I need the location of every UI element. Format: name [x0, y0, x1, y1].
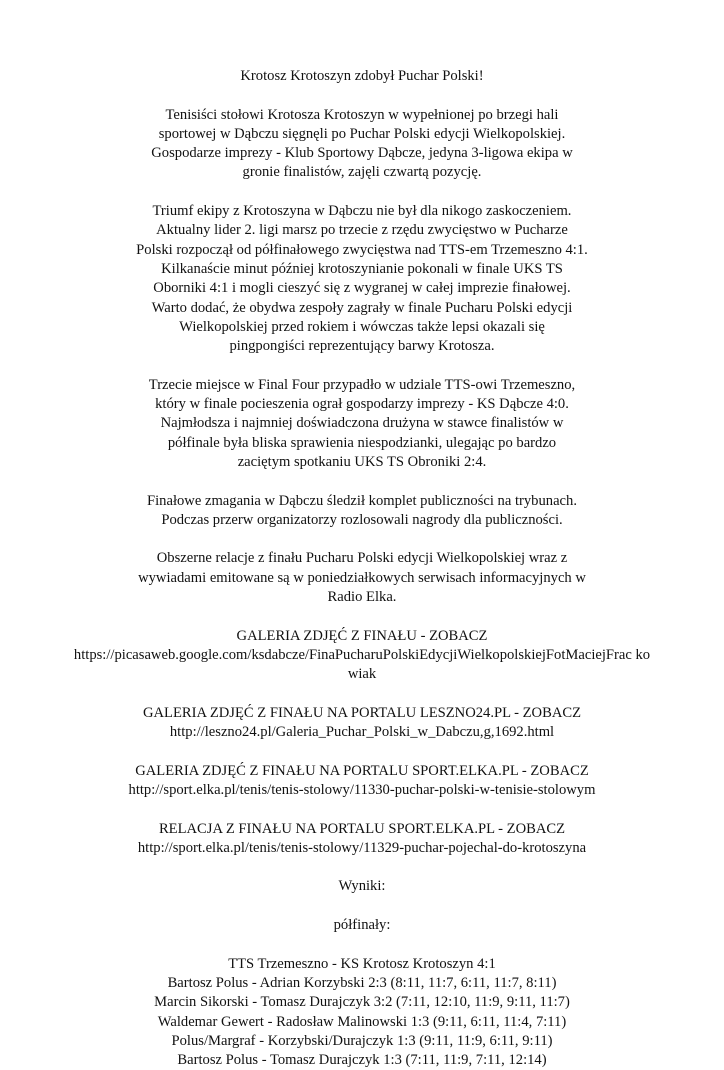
paragraph-line: pingpongiści reprezentujący barwy Krotosza. — [229, 338, 495, 355]
paragraph-intro — [70, 106, 654, 183]
paragraph-line: który w finale pocieszenia ograł gospodarzy imprezy - KS Dąbcze 4:0. — [155, 396, 569, 413]
paragraph-line: Wielkopolskiej przed rokiem i wówczas także lepsi okazali się — [179, 318, 545, 335]
paragraph-line: Podczas przerw organizatorzy rozlosowali nagrody dla publiczności. — [161, 511, 563, 528]
paragraph-line: Aktualny lider 2. ligi marsz po trzecie z rzędu zwycięstwo w Pucharze — [156, 222, 568, 239]
gallery-heading: GALERIA ZDJĘĆ Z FINAŁU NA PORTALU LESZNO24.PL - ZOBACZ — [142, 704, 582, 721]
report-link-block — [70, 820, 654, 859]
paragraph-line: Gospodarze imprezy - Klub Sportowy Dąbcze, jedyna 3-ligowa ekipa w — [151, 145, 573, 162]
paragraph-line: Polski rozpoczął od półfinałowego zwycięstwa nad TTS-em Trzemeszno 4:1. — [136, 241, 588, 258]
paragraph-line: Triumf ekipy z Krotoszyna w Dąbczu nie był dla nikogo zaskoczeniem. — [152, 203, 572, 220]
paragraph-line: wywiadami emitowane są w poniedziałkowych serwisach informacyjnych w — [138, 569, 586, 586]
gallery-link-block — [70, 762, 654, 801]
paragraph-triumph — [70, 202, 654, 356]
paragraph-line: zaciętym spotkaniu UKS TS Obroniki 2:4. — [237, 453, 487, 470]
gallery-link-block — [70, 627, 654, 685]
result-line: Waldemar Gewert - Radosław Malinowski 1:3 (9:11, 6:11, 11:4, 7:11) — [157, 1013, 567, 1030]
paragraph-line: Finałowe zmagania w Dąbczu śledził komplet publiczności na trybunach. — [147, 492, 577, 509]
paragraph-line: Obszerne relacje z finału Pucharu Polski edycji Wielkopolskiej wraz z — [156, 550, 568, 567]
result-line: Polus/Margraf - Korzybski/Durajczyk 1:3 (9:11, 11:9, 6:11, 9:11) — [171, 1032, 553, 1049]
paragraph-line: sportowej w Dąbczu sięgnęli po Puchar Polski edycji Wielkopolskiej. — [158, 125, 566, 142]
paragraph-line: Radio Elka. — [327, 589, 397, 606]
gallery-heading: GALERIA ZDJĘĆ Z FINAŁU NA PORTALU SPORT.ELKA.PL - ZOBACZ — [135, 762, 589, 779]
article-title: Krotosz Krotoszyn zdobył Puchar Polski! — [240, 68, 484, 84]
report-url[interactable]: http://sport.elka.pl/tenis/tenis-stolowy/11329-puchar-pojechal-do-krotoszyna — [137, 839, 587, 856]
paragraph-audience — [70, 492, 654, 531]
paragraph-line: Najmłodsza i najmniej doświadczona drużyna w stawce finalistów w — [160, 415, 564, 432]
paragraph-line: gronie finalistów, zajęli czwartą pozycję. — [242, 164, 482, 181]
result-line: Marcin Sikorski - Tomasz Durajczyk 3:2 (7:11, 12:10, 11:9, 9:11, 11:7) — [154, 994, 570, 1011]
gallery-url[interactable]: wiak — [347, 666, 377, 683]
results-list — [70, 955, 654, 1070]
semifinals-heading: półfinały: — [333, 917, 391, 934]
results-heading: Wyniki: — [338, 878, 386, 895]
result-line: Bartosz Polus - Tomasz Durajczyk 1:3 (7:11, 11:9, 7:11, 12:14) — [177, 1052, 547, 1069]
paragraph-third-place — [70, 376, 654, 472]
paragraph-line: Warto dodać, że obydwa zespoły zagrały w finale Pucharu Polski edycji — [151, 299, 573, 316]
paragraph-line: Tenisiści stołowi Krotosza Krotoszyn w wypełnionej po brzegi hali — [165, 106, 559, 123]
document-page — [70, 67, 654, 1070]
paragraph-line: Kilkanaście minut później krotoszynianie pokonali w finale UKS TS — [161, 260, 563, 277]
result-line: Bartosz Polus - Adrian Korzybski 2:3 (8:11, 11:7, 6:11, 11:7, 8:11) — [167, 974, 557, 991]
report-heading: RELACJA Z FINAŁU NA PORTALU SPORT.ELKA.PL - ZOBACZ — [158, 820, 566, 837]
gallery-url[interactable]: https://picasaweb.google.com/ksdabcze/FinaPucharuPolskiEdycjiWielkopolskiejFotMaciejFrac ko — [73, 646, 651, 663]
gallery-url[interactable]: http://leszno24.pl/Galeria_Puchar_Polski_w_Dabczu,g,1692.html — [169, 724, 555, 741]
paragraph-line: Oborniki 4:1 i mogli cieszyć się z wygranej w całej imprezie finałowej. — [153, 280, 571, 297]
gallery-heading: GALERIA ZDJĘĆ Z FINAŁU - ZOBACZ — [236, 627, 488, 644]
paragraph-radio — [70, 549, 654, 607]
paragraph-line: Trzecie miejsce w Final Four przypadło w udziale TTS-owi Trzemeszno, — [148, 376, 576, 393]
gallery-link-block — [70, 704, 654, 743]
gallery-url[interactable]: http://sport.elka.pl/tenis/tenis-stolowy/11330-puchar-polski-w-tenisie-stolowym — [128, 781, 596, 798]
result-line: TTS Trzemeszno - KS Krotosz Krotoszyn 4:1 — [228, 955, 496, 972]
paragraph-line: półfinale była bliska sprawienia niespodzianki, ulegając po bardzo — [167, 434, 557, 451]
